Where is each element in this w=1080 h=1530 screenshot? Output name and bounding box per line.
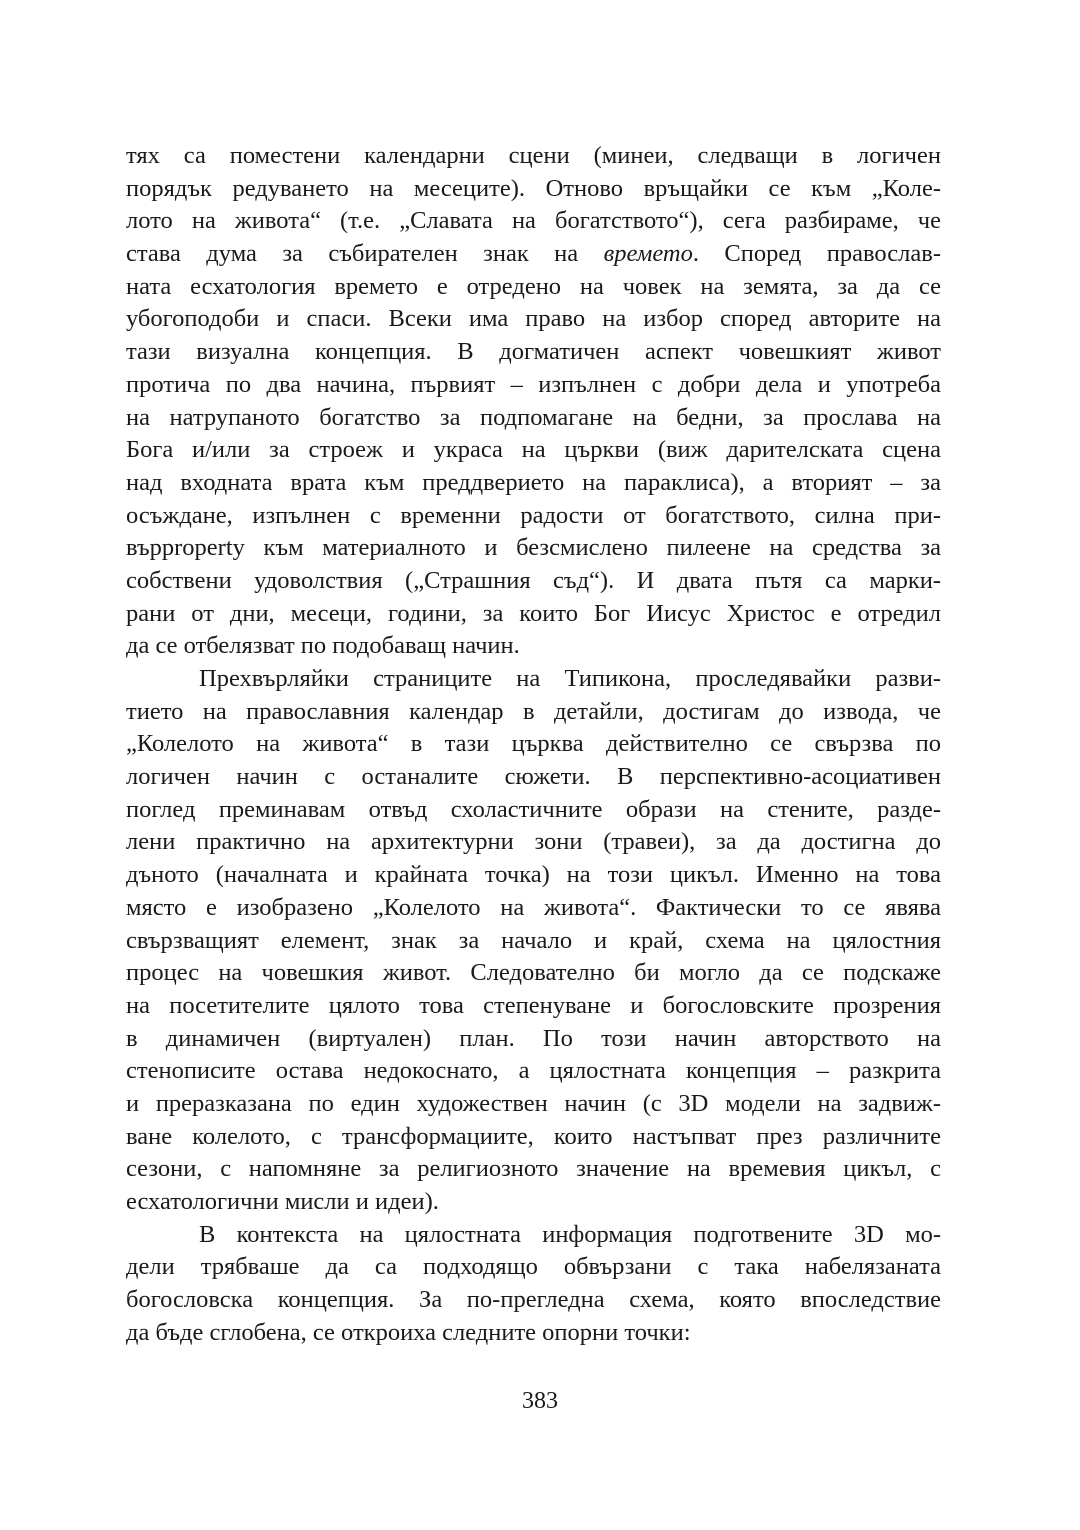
text-segment: . Според православ-: [692, 240, 941, 268]
text-line: В контекста на цялостната информация подготвените 3D мо-: [199, 1220, 941, 1248]
text-line: на посетителите цялото това степенуване и богословските прозрения: [126, 991, 941, 1019]
text-line: поглед преминавам отвъд схоластичните образи на стените, разде-: [126, 795, 941, 823]
paragraph: [126, 1219, 941, 1350]
text-line: собствени удоволствия („Страшния съд“). И двата пътя са марки-: [126, 566, 941, 594]
text-line: да се отбелязват по подобаващ начин.: [126, 632, 520, 660]
text-line: в динамичен (виртуален) план. По този начин авторството на: [126, 1024, 941, 1052]
text-line: лото на живота“ (т.е. „Славата на богатството“), сега разбираме, че: [126, 207, 941, 235]
text-line: тях са поместени календарни сцени (минеи, следващи в логичен: [126, 142, 941, 169]
text-line: протича по два начина, първият – изпълнен с добри дела и употреба: [126, 370, 941, 398]
text-line: дели трябваше да са подходящо обвързани с така набелязаната: [126, 1253, 941, 1281]
text-line: свързващият елемент, знак за начало и край, схема на цялостния: [126, 926, 941, 954]
text-line: осъждане, изпълнен с временни радости от богатството, силна при-: [126, 501, 941, 529]
text-line: порядък редуването на месеците). Отново връщайки се към „Коле-: [126, 174, 941, 202]
text-line: убогоподоби и спаси. Всеки има право на избор според авторите на: [126, 305, 941, 333]
text-line: стенописите остава недокоснато, а цялостната концепция – разкрита: [126, 1057, 941, 1085]
text-line: дъното (началната и крайната точка) на този цикъл. Именно на това: [126, 861, 941, 889]
paragraph: [126, 663, 941, 1219]
text-line: процес на човешкия живот. Следователно би могло да се подскаже: [126, 959, 941, 987]
text-line: да бъде сглобена, се откроиха следните опорни точки:: [126, 1318, 691, 1346]
text-line: тието на православния календар в детайли, достигам до извода, че: [126, 697, 941, 725]
text-line: ната есхатология времето е отредено на човек на земята, за да се: [126, 272, 941, 300]
text-line: на натрупаното богатство за подпомагане на бедни, за прослава на: [126, 403, 941, 431]
text-line: сезони, с напомняне за религиозното значение на времевия цикъл, с: [126, 1155, 941, 1183]
text-line: и преразказана по един художествен начин (с 3D модели на задвиж-: [126, 1089, 941, 1117]
text-line: есхатологични мисли и идеи).: [126, 1188, 439, 1215]
paragraph: [126, 140, 941, 663]
text-line: тази визуална концепция. В догматичен аспект човешкият живот: [126, 338, 941, 366]
text-line: ване колелото, с трансформациите, които настъпват през различните: [126, 1122, 941, 1150]
text-line: място е изобразено „Колелото на живота“. Фактически то се явява: [126, 893, 941, 921]
emphasis-word: времето: [603, 240, 693, 268]
text-line: над входната врата към преддверието на параклиса), а вторият – за: [126, 468, 941, 496]
text-line: богословска концепция. За по-прегледна схема, която впоследствие: [126, 1286, 941, 1314]
page-number: 383: [522, 1388, 558, 1414]
body-text: [126, 140, 941, 1349]
text-line: Прехвърляйки страниците на Типикона, проследявайки разви-: [199, 665, 941, 692]
text-segment: става дума за събирателен знак на: [126, 240, 604, 268]
text-line: „Колелото на живота“ в тази църква действително се свързва по: [126, 730, 941, 758]
text-line: Бога и/или за строеж и украса на църкви (виж дарителската сцена: [126, 436, 941, 464]
text-line: [126, 238, 941, 271]
text-line: върproperty към материалното и безсмислено пилеене на средства за: [126, 534, 941, 562]
text-line: рани от дни, месеци, години, за които Бог Иисус Христос е отредил: [126, 599, 941, 627]
text-line: логичен начин с останалите сюжети. В перспективно-асоциативен: [126, 763, 941, 791]
text-line: лени практично на архитектурни зони (травеи), за да достигна до: [126, 828, 941, 856]
